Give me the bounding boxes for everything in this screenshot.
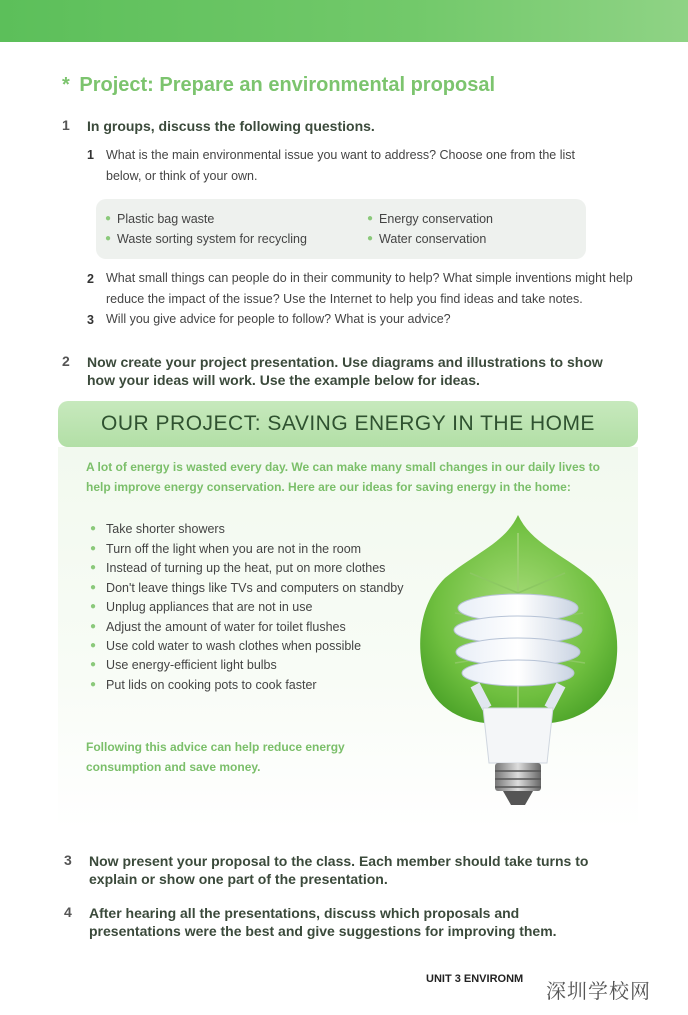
bullet-icon: ●	[90, 679, 97, 690]
options-box	[96, 199, 586, 259]
sub-question-text: What is the main environmental issue you want to address? Choose one from the list below, or think of your own.	[106, 148, 575, 183]
heading-star: *	[62, 74, 70, 96]
tip-item: ● Adjust the amount of water for toilet flushes	[90, 620, 346, 634]
heading-text: Project: Prepare an environmental proposal	[79, 74, 496, 96]
tip-item: ● Turn off the light when you are not in the room	[90, 542, 362, 556]
tip-item: ● Unplug appliances that are not in use	[90, 600, 313, 614]
top-color-band	[0, 0, 688, 42]
bullet-icon: ●	[90, 523, 97, 534]
sub-question-text: Will you give advice for people to follow? What is your advice?	[106, 312, 451, 326]
question-number: 2	[62, 353, 70, 369]
project-title: OUR PROJECT: SAVING ENERGY IN THE HOME	[101, 412, 595, 435]
project-intro: A lot of energy is wasted every day. We can make many small changes in our daily lives to help improve energy conservation. Here are our ideas for saving energy in the home:	[86, 460, 600, 494]
watermark: 深圳学校网	[546, 979, 651, 1003]
page-heading	[62, 74, 495, 97]
sub-question-number: 1	[87, 148, 94, 162]
tip-item: ● Instead of turning up the heat, put on more clothes	[90, 561, 386, 575]
option-item: ● Energy conservation	[367, 212, 493, 226]
question-text: Now create your project presentation. Use diagrams and illustrations to show how your ideas will work. Use the example below for ideas.	[87, 354, 603, 388]
bullet-icon: ●	[367, 213, 374, 224]
bullet-icon: ●	[90, 601, 97, 612]
question-number: 3	[64, 852, 72, 868]
question-text: Now present your proposal to the class. Each member should take turns to explain or show one part of the presentation.	[89, 853, 589, 887]
tip-item: ● Take shorter showers	[90, 522, 225, 536]
unit-footer: UNIT 3 ENVIRONM	[426, 973, 524, 985]
sub-question-number: 3	[87, 313, 94, 327]
project-banner	[58, 401, 638, 447]
bullet-icon: ●	[90, 621, 97, 632]
sub-question-text: What small things can people do in their community to help? What simple inventions might help reduce the impact of the issue? Use the Internet to help you find ideas and take notes.	[106, 271, 633, 306]
sub-question-number: 2	[87, 272, 94, 286]
bullet-icon: ●	[90, 543, 97, 554]
question-number: 1	[62, 117, 70, 133]
option-item: ● Water conservation	[367, 232, 487, 246]
bullet-icon: ●	[105, 233, 112, 244]
project-conclusion: Following this advice can help reduce energy consumption and save money.	[86, 740, 345, 774]
bullet-icon: ●	[90, 640, 97, 651]
option-item: ● Plastic bag waste	[105, 212, 215, 226]
bullet-icon: ●	[90, 582, 97, 593]
tip-item: ● Put lids on cooking pots to cook faster	[90, 678, 317, 692]
question-text: In groups, discuss the following questions.	[87, 118, 375, 134]
question-text: After hearing all the presentations, discuss which proposals and presentations were the best and give suggestions for improving them.	[89, 905, 557, 939]
question-number: 4	[64, 904, 72, 920]
bullet-icon: ●	[90, 659, 97, 670]
tip-item: ● Use energy-efficient light bulbs	[90, 658, 277, 672]
bullet-icon: ●	[367, 233, 374, 244]
bullet-icon: ●	[105, 213, 112, 224]
tip-item: ● Use cold water to wash clothes when possible	[90, 639, 362, 653]
tip-item: ● Don't leave things like TVs and computers on standby	[90, 581, 404, 595]
option-item: ● Waste sorting system for recycling	[105, 232, 307, 246]
bullet-icon: ●	[90, 562, 97, 573]
leaf-lightbulb-icon	[415, 513, 625, 823]
